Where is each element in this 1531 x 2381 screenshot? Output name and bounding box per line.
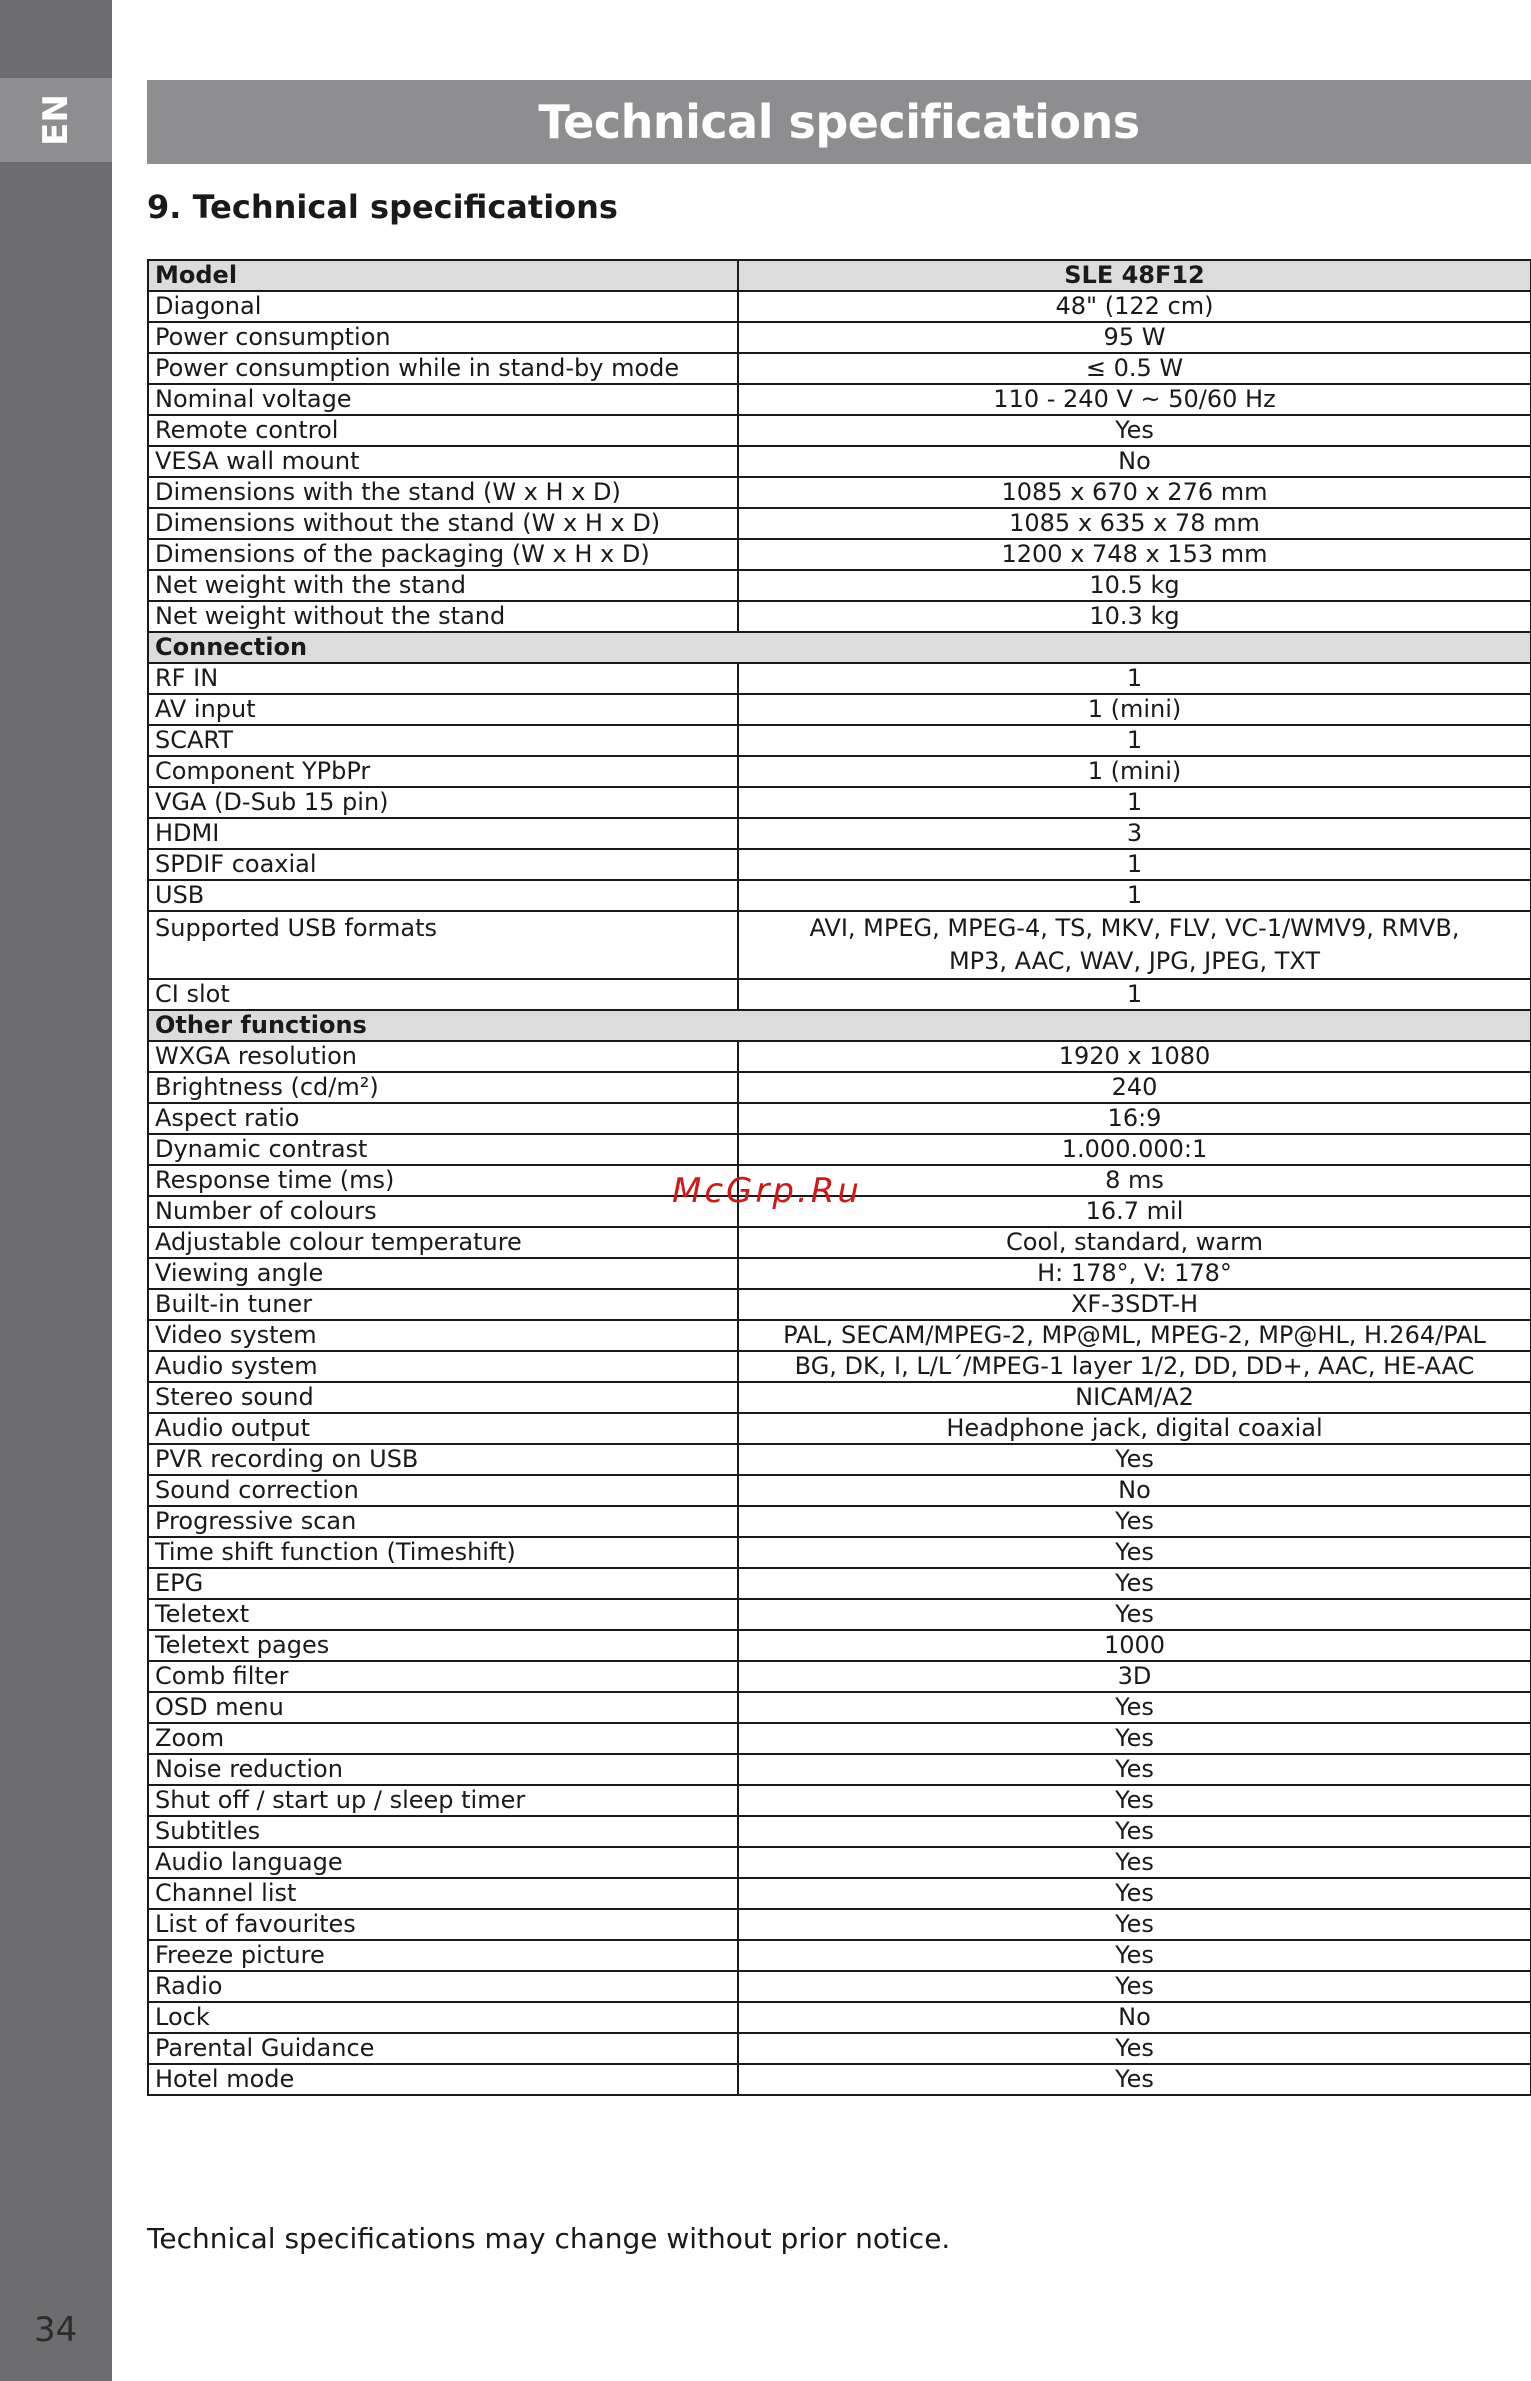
spec-value: Yes [738, 1692, 1531, 1723]
spec-label: SPDIF coaxial [148, 849, 738, 880]
spec-value: 1 [738, 725, 1531, 756]
spec-label: AV input [148, 694, 738, 725]
spec-label: Noise reduction [148, 1754, 738, 1785]
table-row [148, 1258, 1531, 1289]
spec-value: Yes [738, 1785, 1531, 1816]
table-row [148, 1382, 1531, 1413]
spec-label: Model [148, 260, 738, 291]
spec-label: Audio output [148, 1413, 738, 1444]
spec-value: BG, DK, I, L/L´/MPEG-1 layer 1/2, DD, DD+, AAC, HE-AAC [738, 1351, 1531, 1382]
spec-value: 1.000.000:1 [738, 1134, 1531, 1165]
table-row [148, 663, 1531, 694]
table-row [148, 1103, 1531, 1134]
spec-label: PVR recording on USB [148, 1444, 738, 1475]
spec-value: PAL, SECAM/MPEG-2, MP@ML, MPEG-2, MP@HL, H.264/PAL [738, 1320, 1531, 1351]
spec-value: No [738, 2002, 1531, 2033]
spec-value: 1085 x 670 x 276 mm [738, 477, 1531, 508]
table-row [148, 1320, 1531, 1351]
table-row [148, 477, 1531, 508]
spec-value: Yes [738, 1506, 1531, 1537]
table-row [148, 1289, 1531, 1320]
spec-label: Video system [148, 1320, 738, 1351]
spec-value: 95 W [738, 322, 1531, 353]
spec-label: Subtitles [148, 1816, 738, 1847]
spec-value: Yes [738, 1940, 1531, 1971]
spec-label: Audio system [148, 1351, 738, 1382]
spec-label: Response time (ms) [148, 1165, 738, 1196]
spec-value: Yes [738, 1847, 1531, 1878]
table-row [148, 1816, 1531, 1847]
spec-value: 3D [738, 1661, 1531, 1692]
table-row [148, 1692, 1531, 1723]
table-row [148, 1506, 1531, 1537]
table-row [148, 1940, 1531, 1971]
table-row [148, 1134, 1531, 1165]
spec-value: Yes [738, 1723, 1531, 1754]
spec-value: 1000 [738, 1630, 1531, 1661]
table-row [148, 1971, 1531, 2002]
table-row [148, 1041, 1531, 1072]
spec-label: Aspect ratio [148, 1103, 738, 1134]
spec-value: Headphone jack, digital coaxial [738, 1413, 1531, 1444]
spec-value: NICAM/A2 [738, 1382, 1531, 1413]
spec-value: 10.3 kg [738, 601, 1531, 632]
spec-value: Yes [738, 1816, 1531, 1847]
table-row [148, 787, 1531, 818]
spec-value: Yes [738, 1537, 1531, 1568]
footnote: Technical specifications may change without prior notice. [147, 2222, 951, 2255]
spec-label: Remote control [148, 415, 738, 446]
spec-value: 240 [738, 1072, 1531, 1103]
spec-label: CI slot [148, 979, 738, 1010]
spec-value: Yes [738, 1909, 1531, 1940]
spec-value: Yes [738, 2033, 1531, 2064]
sidebar [0, 0, 112, 2381]
section-row-connection [148, 632, 1531, 663]
page-number: 34 [34, 2310, 78, 2350]
spec-value: Yes [738, 2064, 1531, 2095]
spec-label: Teletext [148, 1599, 738, 1630]
spec-label: RF IN [148, 663, 738, 694]
spec-value: 3 [738, 818, 1531, 849]
spec-label: Sound correction [148, 1475, 738, 1506]
spec-value: Yes [738, 1444, 1531, 1475]
spec-label: VGA (D-Sub 15 pin) [148, 787, 738, 818]
spec-value: SLE 48F12 [738, 260, 1531, 291]
spec-label: Freeze picture [148, 1940, 738, 1971]
spec-label: Adjustable colour temperature [148, 1227, 738, 1258]
table-row [148, 1227, 1531, 1258]
spec-label: HDMI [148, 818, 738, 849]
table-row [148, 353, 1531, 384]
spec-label: EPG [148, 1568, 738, 1599]
table-row [148, 1754, 1531, 1785]
spec-value: No [738, 446, 1531, 477]
spec-label: Nominal voltage [148, 384, 738, 415]
table-row [148, 384, 1531, 415]
spec-label: Dimensions of the packaging (W x H x D) [148, 539, 738, 570]
spec-label: Net weight with the stand [148, 570, 738, 601]
spec-label: OSD menu [148, 1692, 738, 1723]
spec-label: Viewing angle [148, 1258, 738, 1289]
language-label: EN [36, 94, 76, 146]
spec-value: XF-3SDT-H [738, 1289, 1531, 1320]
spec-value: 8 ms [738, 1165, 1531, 1196]
watermark: McGrp.Ru [672, 1171, 862, 1211]
spec-label: Parental Guidance [148, 2033, 738, 2064]
table-row [148, 818, 1531, 849]
table-row [148, 446, 1531, 477]
spec-label: Power consumption [148, 322, 738, 353]
spec-value: 1 (mini) [738, 694, 1531, 725]
spec-label: VESA wall mount [148, 446, 738, 477]
spec-label: Time shift function (Timeshift) [148, 1537, 738, 1568]
spec-label: Component YPbPr [148, 756, 738, 787]
usb-formats-line-1: AVI, MPEG, MPEG-4, TS, MKV, FLV, VC-1/WMV9, RMVB, [809, 914, 1460, 942]
spec-value: 16:9 [738, 1103, 1531, 1134]
spec-label: List of favourites [148, 1909, 738, 1940]
table-row [148, 322, 1531, 353]
table-row [148, 539, 1531, 570]
table-row [148, 2064, 1531, 2095]
spec-label: Net weight without the stand [148, 601, 738, 632]
spec-label: WXGA resolution [148, 1041, 738, 1072]
spec-value: Yes [738, 1971, 1531, 2002]
table-row [148, 1413, 1531, 1444]
spec-label: Diagonal [148, 291, 738, 322]
spec-value: 1 [738, 663, 1531, 694]
spec-value: No [738, 1475, 1531, 1506]
header-band [147, 80, 1531, 164]
table-row [148, 1785, 1531, 1816]
spec-label: Channel list [148, 1878, 738, 1909]
spec-label: Number of colours [148, 1196, 738, 1227]
spec-label: Radio [148, 1971, 738, 2002]
table-row [148, 694, 1531, 725]
spec-value: 16.7 mil [738, 1196, 1531, 1227]
spec-value: 1 [738, 880, 1531, 911]
spec-value: Yes [738, 415, 1531, 446]
table-row [148, 756, 1531, 787]
spec-value: 1 [738, 849, 1531, 880]
spec-label: Lock [148, 2002, 738, 2033]
spec-label: Stereo sound [148, 1382, 738, 1413]
spec-value [738, 911, 1531, 979]
spec-label: Brightness (cd/m²) [148, 1072, 738, 1103]
spec-label: Dimensions without the stand (W x H x D) [148, 508, 738, 539]
spec-value: 1920 x 1080 [738, 1041, 1531, 1072]
table-row [148, 979, 1531, 1010]
spec-label: Dynamic contrast [148, 1134, 738, 1165]
table-row [148, 1599, 1531, 1630]
spec-label: Comb filter [148, 1661, 738, 1692]
table-row [148, 291, 1531, 322]
table-row-usb-formats [148, 911, 1531, 979]
spec-label: Zoom [148, 1723, 738, 1754]
table-row [148, 1072, 1531, 1103]
spec-label: Supported USB formats [148, 911, 738, 979]
table-row [148, 2033, 1531, 2064]
spec-value: Yes [738, 1754, 1531, 1785]
table-row [148, 1909, 1531, 1940]
spec-value: 1085 x 635 x 78 mm [738, 508, 1531, 539]
table-header-row [148, 260, 1531, 291]
usb-formats-line-2: MP3, AAC, WAV, JPG, JPEG, TXT [948, 947, 1321, 975]
spec-label: Power consumption while in stand-by mode [148, 353, 738, 384]
spec-label: Built-in tuner [148, 1289, 738, 1320]
section-title: Connection [148, 632, 1531, 663]
spec-label: Progressive scan [148, 1506, 738, 1537]
spec-value: 10.5 kg [738, 570, 1531, 601]
spec-label: Hotel mode [148, 2064, 738, 2095]
spec-value: 1200 x 748 x 153 mm [738, 539, 1531, 570]
table-row [148, 415, 1531, 446]
table-row [148, 1568, 1531, 1599]
section-heading: 9. Technical specifications [147, 188, 618, 226]
table-row [148, 1661, 1531, 1692]
table-row [148, 1630, 1531, 1661]
table-row [148, 570, 1531, 601]
spec-value: 1 [738, 979, 1531, 1010]
section-row-other-functions [148, 1010, 1531, 1041]
spec-label: Shut off / start up / sleep timer [148, 1785, 738, 1816]
spec-value: Cool, standard, warm [738, 1227, 1531, 1258]
table-row [148, 849, 1531, 880]
table-row [148, 725, 1531, 756]
table-row [148, 880, 1531, 911]
table-row [148, 1723, 1531, 1754]
table-row [148, 1847, 1531, 1878]
table-row [148, 1878, 1531, 1909]
spec-value: 48" (122 cm) [738, 291, 1531, 322]
section-title: Other functions [148, 1010, 1531, 1041]
table-row [148, 1351, 1531, 1382]
page-title: Technical specifications [538, 95, 1140, 149]
table-row [148, 1444, 1531, 1475]
spec-value: 1 [738, 787, 1531, 818]
spec-value: 1 (mini) [738, 756, 1531, 787]
table-row [148, 1537, 1531, 1568]
table-row [148, 1475, 1531, 1506]
spec-value: ≤ 0.5 W [738, 353, 1531, 384]
spec-label: Dimensions with the stand (W x H x D) [148, 477, 738, 508]
table-row [148, 508, 1531, 539]
spec-label: Audio language [148, 1847, 738, 1878]
table-row [148, 601, 1531, 632]
spec-label: SCART [148, 725, 738, 756]
spec-value: Yes [738, 1568, 1531, 1599]
spec-label: USB [148, 880, 738, 911]
spec-value: H: 178°, V: 178° [738, 1258, 1531, 1289]
spec-label: Teletext pages [148, 1630, 738, 1661]
spec-value: Yes [738, 1599, 1531, 1630]
spec-value: 110 - 240 V ~ 50/60 Hz [738, 384, 1531, 415]
table-row [148, 2002, 1531, 2033]
spec-value: Yes [738, 1878, 1531, 1909]
